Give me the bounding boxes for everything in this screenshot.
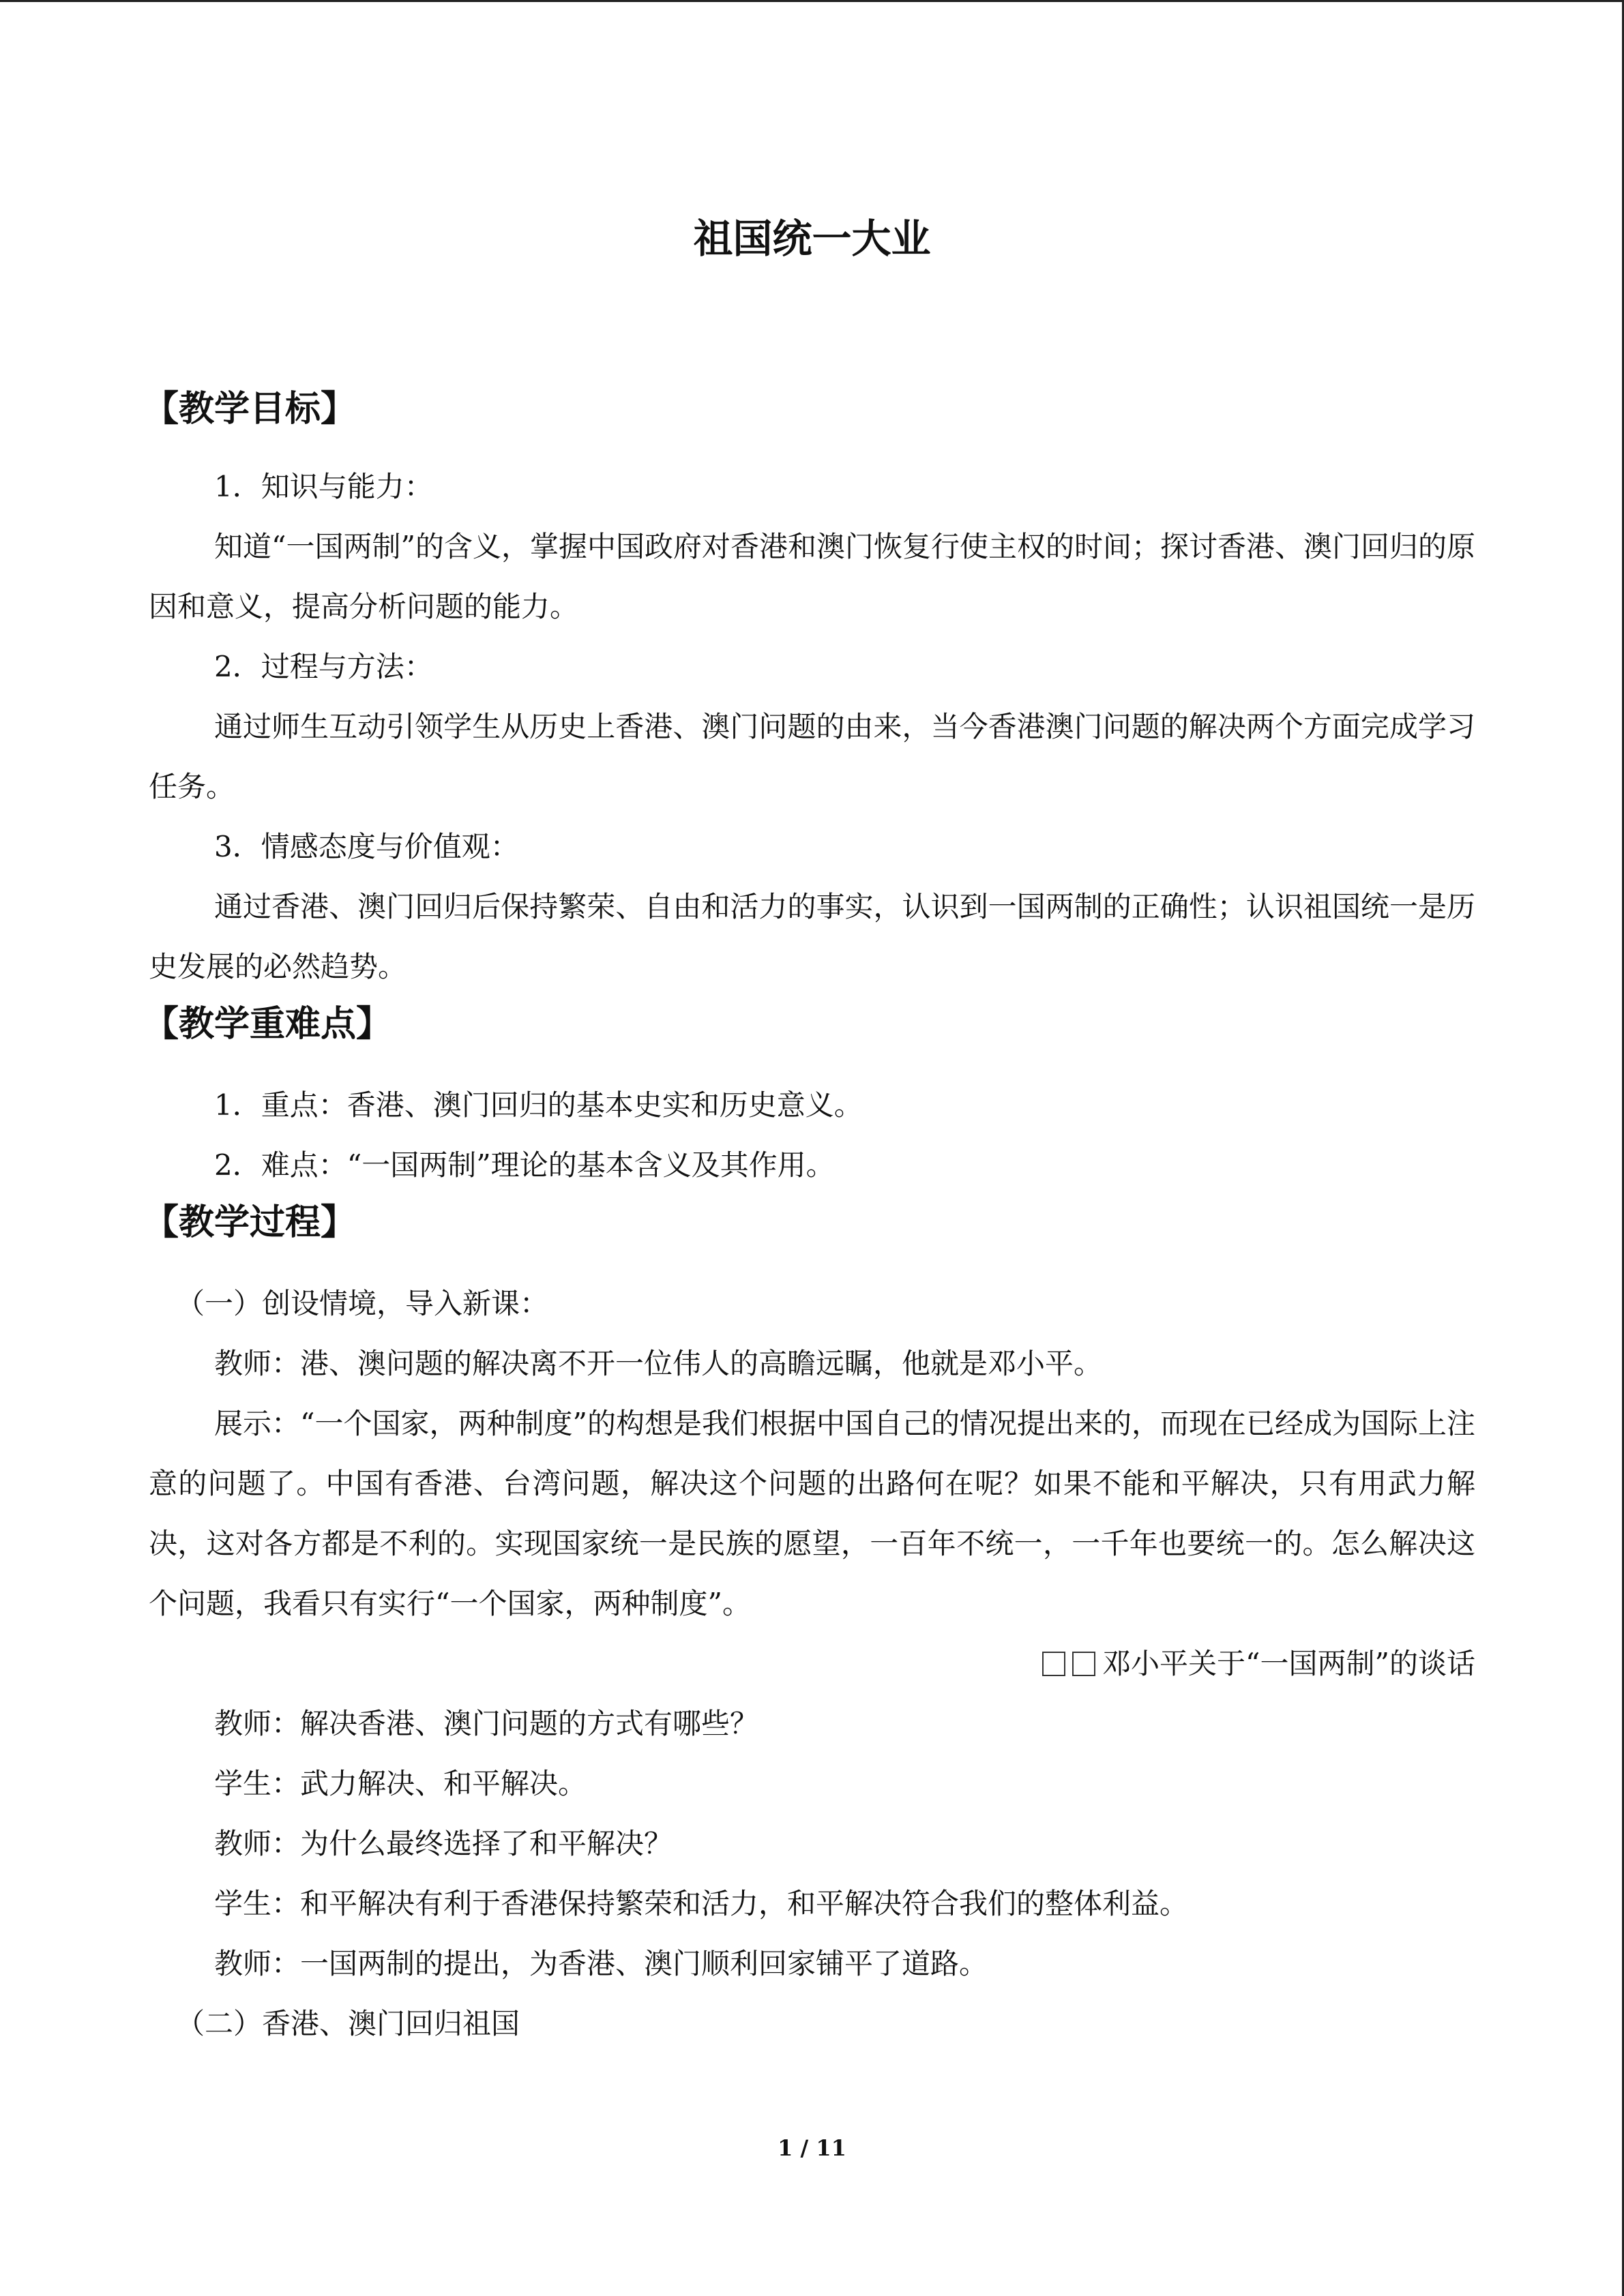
objective-1-text: 知道“一国两制”的含义，掌握中国政府对香港和澳门恢复行使主权的时间；探讨香港、澳门回归的原因和意义，提高分析问题的能力。 [149, 530, 1475, 623]
process-teacher-4: 教师：一国两制的提出，为香港、澳门顺利回家铺平了道路。 [214, 1947, 988, 1980]
key-point-2: 2．难点：“一国两制”理论的基本含义及其作用。 [214, 1148, 835, 1182]
page-number: 1 / 11 [778, 2135, 846, 2161]
missing-glyph-box [1042, 1652, 1065, 1676]
process-teacher-1: 教师：港、澳问题的解决离不开一位伟人的高瞻远瞩，他就是邓小平。 [214, 1347, 1103, 1380]
objective-3-label: 3．情感态度与价值观： [214, 830, 519, 863]
process-part-2-title: （二）香港、澳门回归祖国 [176, 2007, 520, 2040]
process-teacher-3: 教师：为什么最终选择了和平解决？ [214, 1827, 673, 1860]
objective-2-label: 2．过程与方法： [214, 650, 433, 683]
document-body [143, 382, 1475, 2054]
page-title: 祖国统一大业 [693, 215, 931, 262]
process-teacher-2: 教师：解决香港、澳门问题的方式有哪些？ [214, 1707, 759, 1740]
section-heading-key-points: 【教学重难点】 [143, 1003, 392, 1045]
process-student-1: 学生：武力解决、和平解决。 [214, 1767, 587, 1800]
process-intro-title: （一）创设情境，导入新课： [176, 1287, 549, 1320]
objective-1-label: 1．知识与能力： [214, 470, 433, 503]
missing-glyph-box [1072, 1652, 1095, 1676]
process-student-2: 学生：和平解决有利于香港保持繁荣和活力，和平解决符合我们的整体利益。 [214, 1887, 1189, 1920]
quote-source [149, 1634, 1475, 1694]
quote-source-text: 邓小平关于“一国两制”的谈话 [1102, 1647, 1475, 1680]
key-point-1: 1．重点：香港、澳门回归的基本史实和历史意义。 [214, 1088, 863, 1122]
section-heading-objectives: 【教学目标】 [143, 388, 357, 430]
section-heading-process: 【教学过程】 [143, 1202, 357, 1243]
objective-3-text: 通过香港、澳门回归后保持繁荣、自由和活力的事实，认识到一国两制的正确性；认识祖国统一是历史发展的必然趋势。 [149, 890, 1475, 983]
objective-2-text: 通过师生互动引领学生从历史上香港、澳门问题的由来，当今香港澳门问题的解决两个方面完成学习任务。 [149, 710, 1475, 803]
process-display-quote: 展示：“一个国家，两种制度”的构想是我们根据中国自己的情况提出来的，而现在已经成为国际上注意的问题了。中国有香港、台湾问题，解决这个问题的出路何在呢？如果不能和平解决，只有用武力解决，这对各方都是不利的。实现国家统一是民族的愿望，一百年不统一，一千年也要统一的。怎么解决这个问题，我看只有实行“一个国家，两种制度”。 [149, 1407, 1475, 1620]
